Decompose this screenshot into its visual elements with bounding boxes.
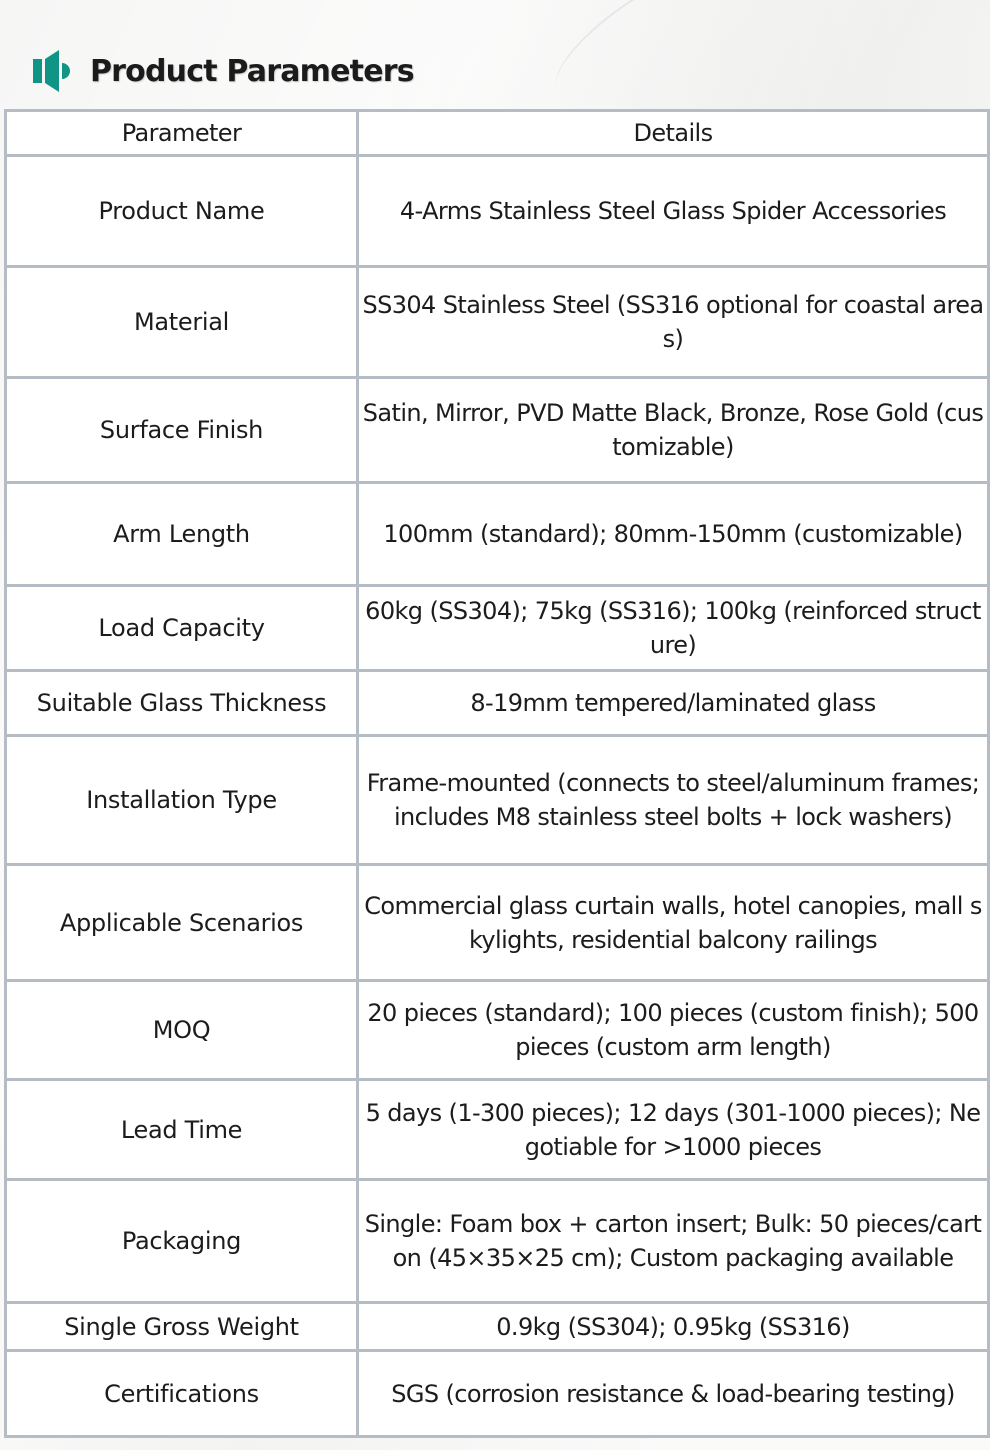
column-header-details: Details xyxy=(358,111,989,156)
table-row xyxy=(6,671,989,736)
table-header-row xyxy=(6,111,989,156)
background-marble-vein xyxy=(540,0,739,114)
param-details: Satin, Mirror, PVD Matte Black, Bronze, Rose Gold (customizable) xyxy=(358,378,989,483)
param-name: Material xyxy=(6,267,358,378)
param-details: 100mm (standard); 80mm-150mm (customizable) xyxy=(358,483,989,586)
section-header xyxy=(33,48,414,94)
param-details: 0.9kg (SS304); 0.95kg (SS316) xyxy=(358,1303,989,1351)
param-name: Arm Length xyxy=(6,483,358,586)
table-row xyxy=(6,483,989,586)
param-details: SGS (corrosion resistance & load-bearing testing) xyxy=(358,1351,989,1437)
product-parameters-table xyxy=(4,109,990,1438)
speaker-icon xyxy=(33,48,73,94)
param-name: Lead Time xyxy=(6,1080,358,1180)
table-row xyxy=(6,1080,989,1180)
param-details: SS304 Stainless Steel (SS316 optional for coastal areas) xyxy=(358,267,989,378)
param-details: Single: Foam box + carton insert; Bulk: 50 pieces/carton (45×35×25 cm); Custom packaging available xyxy=(358,1180,989,1303)
table-row xyxy=(6,378,989,483)
param-name: Packaging xyxy=(6,1180,358,1303)
param-name: Single Gross Weight xyxy=(6,1303,358,1351)
table-row xyxy=(6,736,989,865)
table-row xyxy=(6,267,989,378)
param-name: Applicable Scenarios xyxy=(6,865,358,981)
table-row xyxy=(6,586,989,671)
param-details: Commercial glass curtain walls, hotel canopies, mall skylights, residential balcony railings xyxy=(358,865,989,981)
table-row xyxy=(6,1351,989,1437)
table-row xyxy=(6,981,989,1080)
param-name: Suitable Glass Thickness xyxy=(6,671,358,736)
param-name: Product Name xyxy=(6,156,358,267)
page-title: Product Parameters xyxy=(90,53,414,89)
param-details: 8-19mm tempered/laminated glass xyxy=(358,671,989,736)
param-details: 5 days (1-300 pieces); 12 days (301-1000 pieces); Negotiable for >1000 pieces xyxy=(358,1080,989,1180)
param-details: Frame-mounted (connects to steel/aluminum frames; includes M8 stainless steel bolts + lock washers) xyxy=(358,736,989,865)
param-details: 60kg (SS304); 75kg (SS316); 100kg (reinforced structure) xyxy=(358,586,989,671)
param-details: 4-Arms Stainless Steel Glass Spider Accessories xyxy=(358,156,989,267)
table-row xyxy=(6,156,989,267)
table-row xyxy=(6,1180,989,1303)
param-name: Load Capacity xyxy=(6,586,358,671)
param-name: MOQ xyxy=(6,981,358,1080)
param-name: Installation Type xyxy=(6,736,358,865)
table-row xyxy=(6,865,989,981)
column-header-parameter: Parameter xyxy=(6,111,358,156)
param-name: Certifications xyxy=(6,1351,358,1437)
param-name: Surface Finish xyxy=(6,378,358,483)
param-details: 20 pieces (standard); 100 pieces (custom finish); 500 pieces (custom arm length) xyxy=(358,981,989,1080)
table-row xyxy=(6,1303,989,1351)
